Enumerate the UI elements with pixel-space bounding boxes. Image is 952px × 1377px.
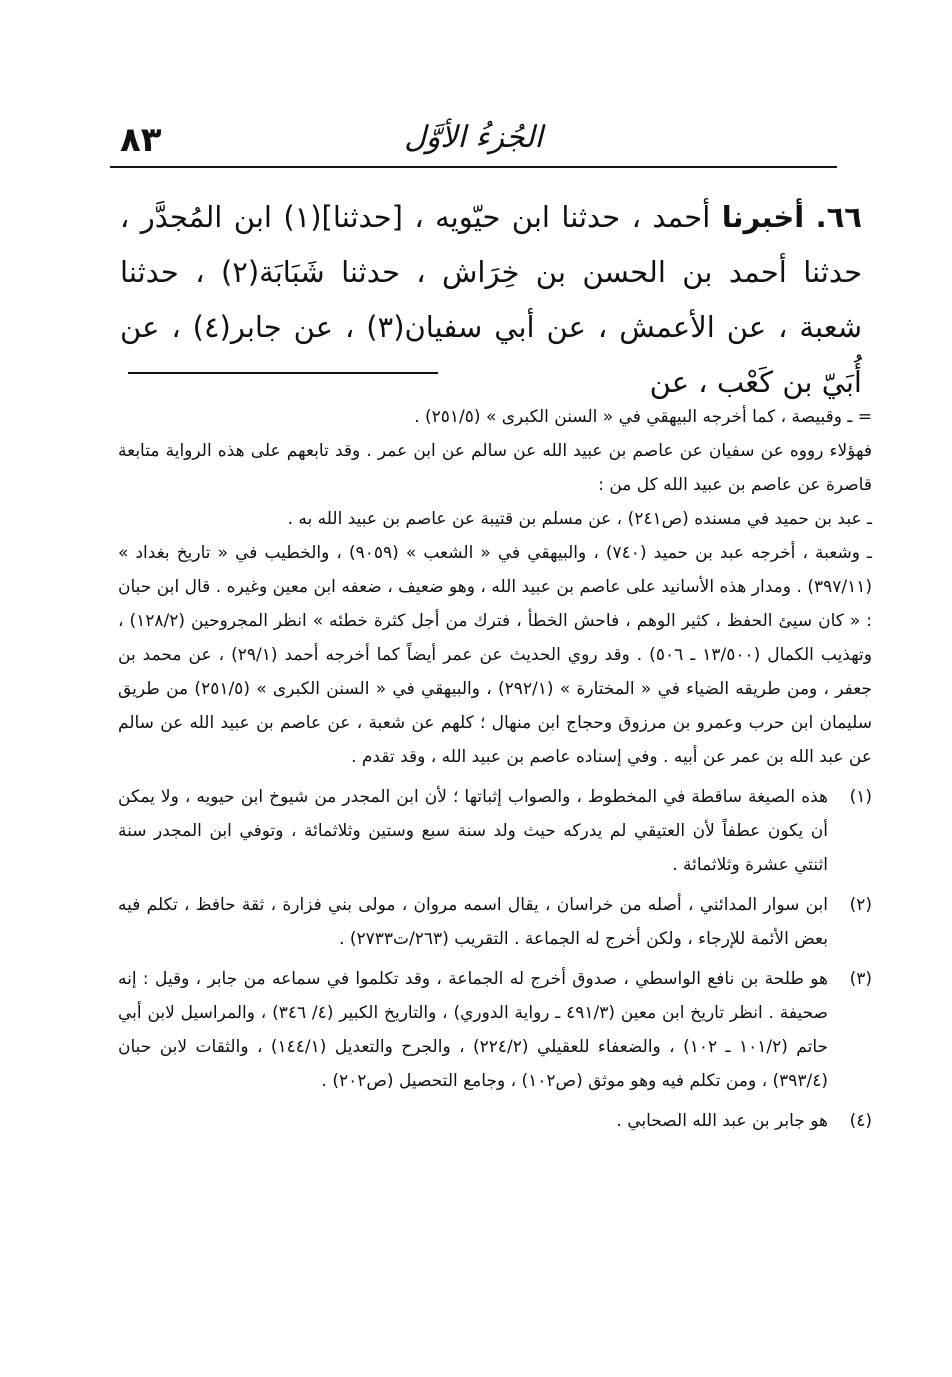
continued-note-line: ـ وشعبة ، أخرجه عبد بن حميد (٧٤٠) ، والبيهقي في « الشعب » (٩٠٥٩) ، والخطيب في « تاريخ بغداد » (٣٩٧/١١) . ومدار هذه الأسانيد على عاصم بن عبيد الله ، وهو ضعيف ، ضعفه ابن معين وغيره . قال ابن حبان : « كان سيئ الحفظ ، كثير الوهم ، فاحش الخطأ ، فترك من أجل كثرة خطئه » انظر المجروحين (١٢٨/٢) ، وتهذيب الكمال (١٣/٥٠٠ ـ ٥٠٦) . وقد روي الحديث عن عمر أيضاً كما أخرجه أحمد (٢٩/١) ، عن محمد بن جعفر ، ومن طريقه الضياء في « المختارة » (٢٩٢/١) ، والبيهقي في « السنن الكبرى » (٢٥١/٥) من طريق سليمان ابن حرب وعمرو بن مرزوق وحجاج ابن منهال ؛ كلهم عن شعبة ، عن عاصم بن عبيد الله عن سالم عن عبد الله بن عمر عن أبيه . وفي إسناده عاصم بن عبيد الله ، وقد تقدم .	[118, 543, 873, 767]
hadith-text	[120, 190, 862, 410]
footnote-text: هو جابر بن عبد الله الصحابي .	[616, 1111, 828, 1131]
continued-note-line: = ـ وقبيصة ، كما أخرجه البيهقي في « السنن الكبرى » (٢٥١/٥) .	[414, 407, 872, 427]
continued-note-line: فهؤلاء رووه عن سفيان عن عاصم بن عبيد الله عن سالم عن ابن عمر . وقد تابعهم على هذه الرواية متابعة قاصرة عن عاصم بن عبيد الله كل من :	[118, 441, 872, 495]
footnote-number: (٣)	[849, 969, 872, 989]
continued-note	[118, 400, 872, 774]
page-number: ٨٣	[120, 120, 162, 160]
volume-title: الجُزءُ الأوَّل	[404, 120, 543, 155]
continued-note-line: ـ عبد بن حميد في مسنده (ص٢٤١) ، عن مسلم بن قتيبة عن عاصم بن عبيد الله به .	[287, 509, 872, 529]
hadith-lead-word: أخبرنا	[721, 200, 805, 234]
footnotes-section	[118, 400, 872, 1138]
footnote-number: (١)	[849, 787, 872, 807]
footnote-text: هذه الصيغة ساقطة في المخطوط ، والصواب إثباتها ؛ لأن ابن المجدر من شيوخ ابن حيويه ، ولا يمكن أن يكون عطفاً لأن العتيقي لم يدركه حيث ولد سنة سبع وستين وثلاثمائة ، وتوفي ابن المجدر سنة اثنتي عشرة وثلاثمائة .	[118, 787, 828, 875]
hadith-chain: أحمد ، حدثنا ابن حيّويه ، [حدثنا](١) ابن المُجدَّر ، حدثنا أحمد بن الحسن بن خِرَاش ، حدثنا شَبَابَة(٢) ، حدثنا شعبة ، عن الأعمش ، عن أبي سفيان(٣) ، عن جابر(٤) ، عن أُبَيّ بن كَعْب ، عن	[120, 200, 863, 399]
footnote-separator	[128, 372, 438, 374]
footnote-text: هو طلحة بن نافع الواسطي ، صدوق أخرج له الجماعة ، وقد تكلموا في سماعه من جابر ، وقيل : إنه صحيفة . انظر تاريخ ابن معين (٤٩١/٣ ـ رواية الدوري) ، والتاريخ الكبير (٤/ ٣٤٦) ، والمراسيل لابن أبي حاتم (١٠١/٢ ـ ١٠٢) ، والضعفاء للعقيلي (٢٢٤/٢) ، والجرح والتعديل (١٤٤/١) ، والثقات لابن حبان (٣٩٣/٤) ، ومن تكلم فيه وهو موثق (ص١٠٢) ، وجامع التحصيل (ص٢٠٢) .	[118, 969, 829, 1091]
hadith-number: ٦٦.	[815, 200, 863, 234]
footnote-number: (٤)	[849, 1111, 872, 1131]
page-header	[110, 112, 837, 168]
footnote-1	[118, 780, 872, 882]
footnote-text: ابن سوار المدائني ، أصله من خراسان ، يقال اسمه مروان ، مولى بني فزارة ، ثقة حافظ ، تكلم فيه بعض الأئمة للإرجاء ، ولكن أخرج له الجماعة . التقريب (٢٦٣/ت٢٧٣٣) .	[118, 895, 828, 949]
footnote-4	[118, 1104, 872, 1138]
footnote-3	[118, 962, 872, 1098]
header-rule	[110, 166, 837, 168]
footnote-number: (٢)	[849, 895, 872, 915]
footnote-2	[118, 888, 872, 956]
